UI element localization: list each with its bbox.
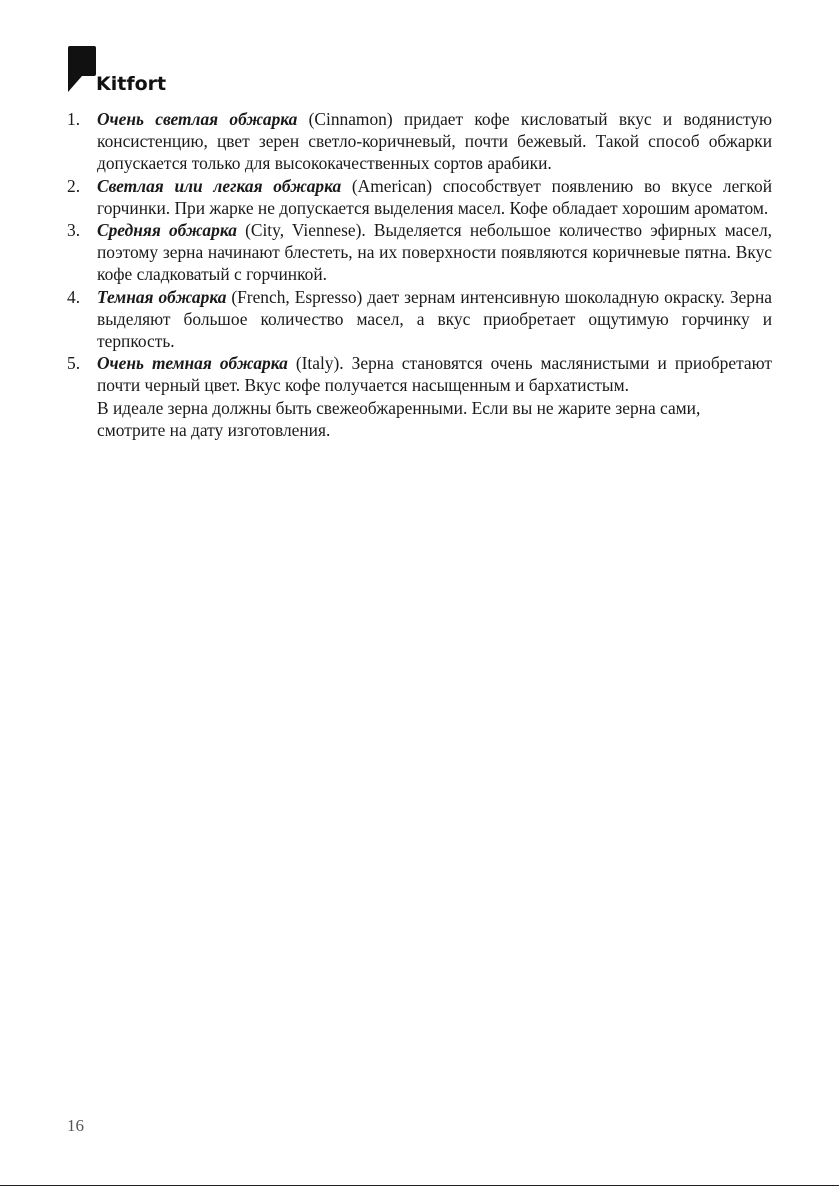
kitfort-logo — [66, 44, 166, 94]
roast-list — [67, 108, 772, 397]
brand-name: Kitfort — [96, 73, 167, 95]
page-number: 16 — [67, 1116, 84, 1135]
item-number: 5. — [67, 353, 81, 374]
roast-name: Темная обжарка — [97, 286, 227, 307]
list-item — [67, 352, 772, 396]
list-item — [67, 108, 772, 175]
roast-text: (French, Espresso) дает зернам интенсивную шоколадную окраску. Зерна выделяют большое количество масел, а вкус приобретает ощутимую горчинку и терпкость. — [97, 286, 772, 352]
item-number: 3. — [67, 220, 81, 241]
roast-description — [67, 108, 772, 441]
roast-name: Средняя обжарка — [97, 220, 237, 241]
closing-paragraph: В идеале зерна должны быть свежеобжаренными. Если вы не жарите зерна сами, смотрите на дату изготовления. — [97, 397, 701, 440]
item-number: 4. — [67, 286, 81, 307]
roast-text: (Cinnamon) придает кофе кисловатый вкус и водянистую консистенцию, цвет зерен светло-коричневый, почти бежевый. Такой способ обжарки допускается только для высококачественных сортов арабики. — [97, 109, 773, 174]
roast-text: (American) способствует появлению во вкусе легкой горчинки. При жарке не допускается выделения масел. Кофе обладает хорошим ароматом. — [97, 175, 772, 218]
kitfort-logo-icon — [66, 44, 98, 94]
roast-text: (City, Viennese). Выделяется небольшое количество эфирных масел, поэтому зерна начинают блестеть, на их поверхности появляются коричневые пятна. Вкус кофе сладковатый с горчинкой. — [97, 220, 772, 285]
roast-name: Очень темная обжарка — [97, 353, 288, 374]
page-bottom-rule — [0, 1185, 839, 1186]
list-item — [67, 286, 772, 353]
list-item — [67, 175, 772, 219]
item-number: 1. — [67, 109, 81, 129]
roast-name: Очень светлая обжарка — [97, 109, 298, 129]
roast-text: (Italy). Зерна становятся очень маслянистыми и приобретают почти черный цвет. Вкус кофе получается насыщенным и бархатистым. — [97, 353, 772, 396]
roast-name: Светлая или легкая обжарка — [97, 175, 342, 196]
list-item — [67, 219, 772, 286]
item-number: 2. — [67, 175, 81, 196]
